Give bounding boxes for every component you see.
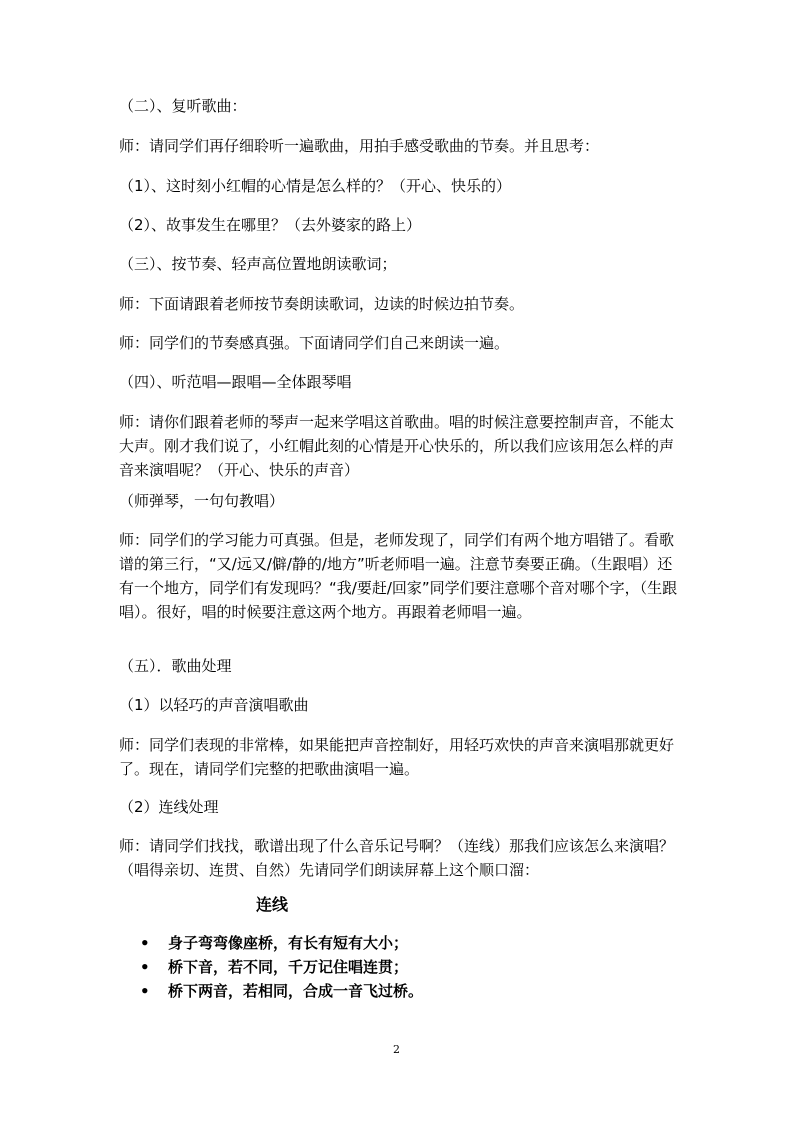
paragraph: 师：请同学们找找，歌谱出现了什么音乐记号啊？（连线）那我们应该怎么来演唱？（唱得亲切、连贯、自然）先请同学们朗读屏幕上这个顺口溜：: [119, 837, 675, 879]
paragraph: （1）以轻巧的声音演唱歌曲: [119, 696, 309, 714]
paragraph: 师：同学们的节奏感真强。下面请同学们自己来朗读一遍。: [119, 334, 510, 352]
paragraph: （师弹琴，一句句教唱）: [119, 492, 285, 510]
paragraph: （2）、故事发生在哪里？（去外婆家的路上）: [119, 216, 422, 234]
list-item-text: 桥下两音，若相同，合成一音飞过桥。: [168, 982, 424, 1000]
paragraph: 师：同学们表现的非常棒，如果能把声音控制好，用轻巧欢快的声音来演唱那就更好了。现在，请同学们完整的把歌曲演唱一遍。: [119, 736, 675, 778]
paragraph: 师：同学们的学习能力可真强。但是，老师发现了，同学们有两个地方唱错了。看歌谱的第三行，“又/远又/僻/静的/地方”听老师唱一遍。注意节奏要正确。（生跟唱）还有一个地方，同学们有发现吗？“我/要赶/回家”同学们要注意哪个音对哪个字，（生跟唱）。很好，唱的时候要注意这两个地方。再跟着老师唱一遍。: [119, 531, 678, 621]
rhyme-heading: 连线: [256, 895, 289, 914]
list-item: [140, 955, 423, 979]
paragraph: 师：下面请跟着老师按节奏朗读歌词，边读的时候边拍节奏。: [119, 295, 525, 313]
paragraph: 师：请你们跟着老师的琴声一起来学唱这首歌曲。唱的时候注意要控制声音，不能太大声。刚才我们说了，小红帽此刻的心情是开心快乐的，所以我们应该用怎么样的声音来演唱呢？（开心、快乐的声音）: [119, 413, 675, 479]
paragraph: 师：请同学们再仔细聆听一遍歌曲，用拍手感受歌曲的节奏。并且思考：: [119, 137, 600, 155]
page-number: 2: [393, 1043, 400, 1056]
list-item: [140, 931, 423, 955]
list-item-text: 身子弯弯像座桥，有长有短有大小；: [168, 934, 409, 952]
bullet-icon: •: [140, 958, 150, 976]
bullet-icon: •: [140, 934, 150, 952]
rhyme-list: [140, 931, 423, 1003]
list-item-text: 桥下音，若不同，千万记住唱连贯；: [168, 958, 409, 976]
section-heading-read-lyrics: （三）、按节奏、轻声高位置地朗读歌词；: [119, 255, 397, 273]
list-item: [140, 979, 423, 1003]
bullet-icon: •: [140, 982, 150, 1000]
paragraph: （2）连线处理: [119, 798, 219, 816]
section-heading-song-processing: （五）．歌曲处理: [119, 657, 232, 675]
section-heading-listen-sing: （四）、听范唱—跟唱—全体跟琴唱: [119, 373, 352, 391]
section-heading-review-song: （二）、复听歌曲：: [119, 97, 247, 115]
paragraph: （1）、这时刻小红帽的心情是怎么样的？（开心、快乐的）: [119, 177, 512, 195]
